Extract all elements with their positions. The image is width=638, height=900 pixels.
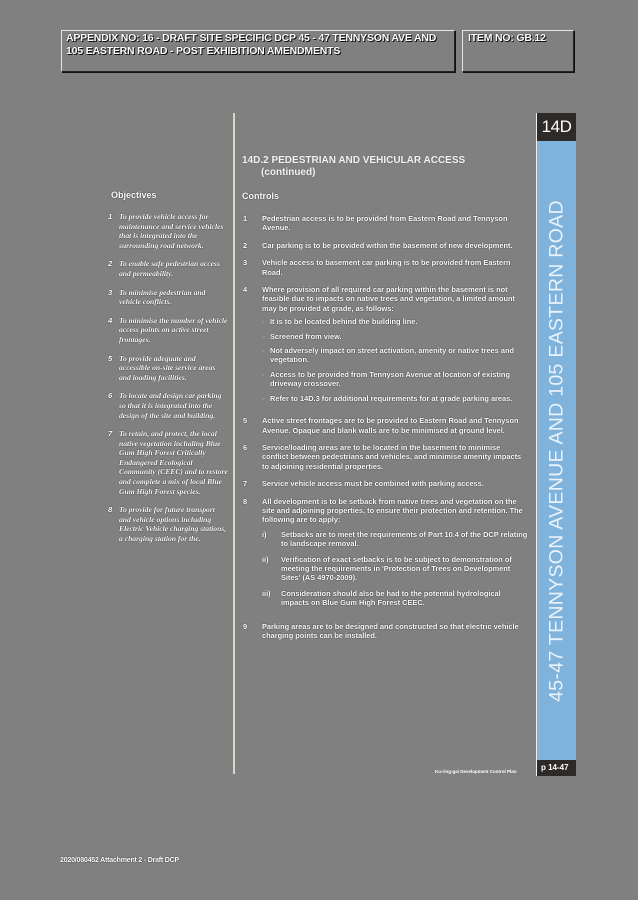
appendix-title: APPENDIX NO: 16 - DRAFT SITE SPECIFIC DCP 45 - 47 TENNYSON AVE AND 105 EASTERN ROAD - POST EXHIBITION AMENDMENTS (66, 32, 437, 57)
objective-text: To locate and design car parking so that it is integrated into the design of the site and building. (119, 391, 222, 420)
objectives-heading: Objectives (111, 190, 157, 200)
control-item (243, 416, 528, 435)
bullet-text: Access to be provided from Tennyson Avenue at location of existing driveway crossover. (270, 369, 510, 389)
item-number: ITEM NO: GB.12 (468, 32, 546, 44)
objective-number: 4 (108, 315, 113, 325)
controls-heading: Controls (242, 191, 279, 201)
control-text: Active street frontages are to be provided to Eastern Road and Tennyson Avenue. Opaque and blank walls are to be minimised at ground level. (262, 416, 519, 435)
control-text: Service/loading areas are to be located in the basement to minimise conflict between pedestrians and vehicles, and minimise amenity impacts to adjoining residential properties. (262, 442, 522, 471)
control-item (243, 241, 528, 250)
control-number: 6 (243, 442, 248, 452)
bullet-icon: ◦ (262, 317, 265, 327)
objective-text: To enable safe pedestrian access and permeability. (119, 259, 220, 278)
objective-item (108, 354, 228, 383)
objective-number: 6 (108, 391, 113, 401)
bullet-text: It is to be located behind the building line. (270, 317, 418, 327)
item-number-box (462, 30, 574, 72)
roman-text: Setbacks are to meet the requirements of Part 10.4 of the DCP relating to landscape removal. (281, 529, 528, 549)
control-number: 1 (243, 214, 248, 223)
bullet-text: Not adversely impact on street activation, amenity or native trees and vegetation. (270, 346, 514, 365)
bullet-item (262, 346, 528, 365)
sidebar-vertical-title: 45-47 TENNYSON AVENUE AND 105 EASTERN ROAD (545, 199, 567, 702)
roman-item (262, 530, 528, 549)
section-title-text: 14D.2 PEDESTRIAN AND VEHICULAR ACCESS (242, 155, 466, 166)
objective-number: 7 (108, 429, 113, 439)
sidebar-title-band (537, 141, 576, 760)
setback-requirements-list (262, 530, 528, 608)
document-id: 2020/080452 Attachment 2 - Draft DCP (60, 857, 179, 864)
objective-number: 1 (108, 212, 113, 221)
control-item (243, 497, 528, 614)
objective-item (108, 316, 228, 345)
objectives-list (108, 212, 228, 553)
objective-text: To retain, and protect, the local native vegetation including Blue Gum High Forest Critically Endangered Ecological Community (CEEC) and to restore and complete a mix of local Blue Gum High Forest species. (119, 429, 228, 496)
control-text: Where provision of all required car parking within the basement is not feasible due to impacts on native trees and vegetation, a limited amount may be provided at grade, as follows: (262, 285, 515, 313)
control-text: Vehicle access to basement car parking is to be provided from Eastern Road. (262, 258, 511, 277)
control-item (243, 622, 528, 641)
control-text: Parking areas are to be designed and constructed so that electric vehicle charging points can be installed. (262, 621, 519, 640)
control-number: 2 (243, 240, 248, 250)
objective-text: To minimise pedestrian and vehicle conflicts. (119, 287, 206, 307)
bullet-item (262, 370, 528, 389)
control-number: 9 (243, 621, 248, 631)
control-item (243, 479, 528, 488)
objective-item (108, 391, 228, 420)
control-item (243, 285, 528, 408)
controls-list (243, 214, 528, 648)
control-text: Car parking is to be provided within the basement of new development. (262, 240, 513, 250)
bullet-item (262, 317, 528, 326)
control-text: Pedestrian access is to be provided from Eastern Road and Tennyson Avenue. (262, 214, 508, 233)
roman-text: Consideration should also be had to the potential hydrological impacts on Blue Gum High Forest CEEC. (281, 588, 501, 608)
roman-number: iii) (262, 588, 271, 598)
objective-number: 2 (108, 259, 113, 269)
bullet-item (262, 394, 528, 403)
section-continued: (continued) (261, 167, 316, 178)
objective-item (108, 288, 228, 307)
objective-item (108, 429, 228, 496)
bullet-icon: ◦ (262, 346, 265, 356)
column-divider (233, 113, 235, 774)
objective-text: To provide vehicle access for maintenance and service vehicles that is integrated into the surrounding road network. (119, 212, 224, 250)
objective-item (108, 212, 228, 250)
objective-text: To minimise the number of vehicle access points on active street frontages. (119, 315, 228, 344)
roman-number: i) (262, 529, 267, 539)
parking-conditions-list (262, 317, 528, 403)
roman-item (262, 555, 528, 583)
control-item (243, 258, 528, 277)
bullet-text: Screened from view. (270, 331, 342, 341)
page-number: p 14-47 (537, 760, 576, 776)
section-sidebar (536, 113, 576, 776)
control-item (243, 443, 528, 471)
control-number: 3 (243, 258, 248, 268)
objective-item (108, 505, 228, 543)
objective-number: 8 (108, 505, 113, 515)
roman-text: Verification of exact setbacks is to be subject to demonstration of meeting the requirements in 'Protection of Trees on Development Sites' (AS 4970-2009). (281, 554, 512, 583)
roman-number: ii) (262, 554, 269, 564)
control-text: All development is to be setback from native trees and vegetation on the site and adjoining properties, to ensure their protection and retention. The following are to apply: (262, 496, 523, 525)
roman-item (262, 589, 528, 608)
appendix-header-box (61, 30, 455, 72)
objective-number: 3 (108, 287, 113, 297)
control-number: 4 (243, 285, 248, 295)
control-item (243, 214, 528, 233)
section-code-tab: 14D (537, 113, 576, 141)
objective-text: To provide for future transport and vehicle options including Electric Vehicle charging stations, a charging station for the. (119, 505, 227, 544)
objective-item (108, 259, 228, 278)
control-number: 8 (243, 496, 248, 506)
control-number: 5 (243, 416, 248, 426)
objective-text: To provide adequate and accessible on-site service areas and loading facilities. (119, 353, 216, 382)
bullet-icon: ◦ (262, 331, 265, 341)
bullet-icon: ◦ (262, 369, 265, 379)
section-title (242, 155, 532, 179)
plan-name: Ku-ring-gai Development Control Plan (435, 769, 517, 774)
bullet-icon: ◦ (262, 393, 265, 403)
bullet-item (262, 332, 528, 341)
objective-number: 5 (108, 353, 113, 363)
bullet-text: Refer to 14D.3 for additional requirements for at grade parking areas. (270, 393, 513, 403)
control-number: 7 (243, 479, 248, 489)
control-text: Service vehicle access must be combined with parking access. (262, 479, 484, 489)
